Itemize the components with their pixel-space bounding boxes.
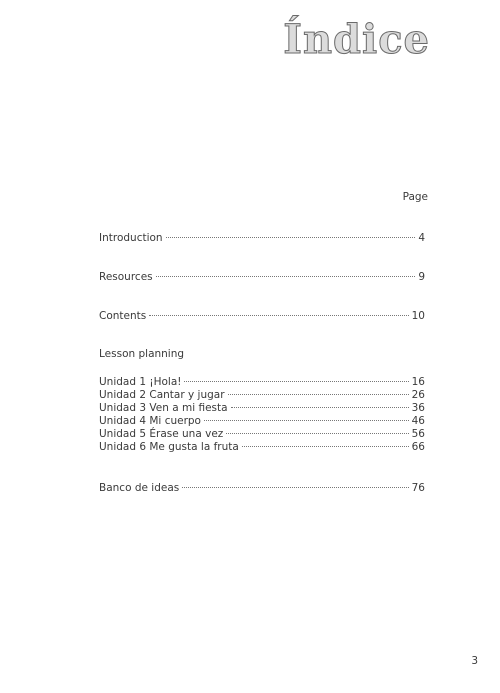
- toc-entry: [99, 231, 425, 245]
- dot-leader: [226, 433, 408, 434]
- lesson-entry-page: 66: [411, 441, 425, 453]
- lesson-entry-label: Unidad 1 ¡Hola!: [99, 376, 182, 388]
- page-title: Índice: [283, 16, 430, 63]
- lesson-entry: [99, 388, 425, 402]
- dot-leader: [156, 276, 416, 277]
- lesson-planning-heading: Lesson planning: [99, 348, 185, 360]
- dot-leader: [228, 394, 409, 395]
- toc-entry: [99, 481, 425, 495]
- lesson-entry-label: Unidad 2 Cantar y jugar: [99, 389, 225, 401]
- toc-entry-page: 4: [418, 232, 425, 244]
- dot-leader: [182, 487, 408, 488]
- lesson-entry: [99, 427, 425, 441]
- lesson-entry: [99, 375, 425, 389]
- toc-entry-page: 9: [418, 271, 425, 283]
- page-number: 3: [471, 655, 478, 667]
- toc-entry-page: 10: [411, 310, 425, 322]
- dot-leader: [204, 420, 409, 421]
- dot-leader: [184, 381, 408, 382]
- page-column-label: Page: [402, 191, 428, 203]
- lesson-entry: [99, 414, 425, 428]
- lesson-entry-label: Unidad 3 Ven a mi fiesta: [99, 402, 228, 414]
- dot-leader: [149, 315, 408, 316]
- dot-leader: [231, 407, 409, 408]
- dot-leader: [242, 446, 409, 447]
- toc-entry-label: Contents: [99, 310, 147, 322]
- lesson-entry-page: 26: [411, 389, 425, 401]
- lesson-entry-page: 56: [411, 428, 425, 440]
- lesson-entry: [99, 401, 425, 415]
- lesson-entry-page: 36: [411, 402, 425, 414]
- toc-entry-label: Introduction: [99, 232, 163, 244]
- lesson-entry-page: 46: [411, 415, 425, 427]
- lesson-entry-page: 16: [411, 376, 425, 388]
- toc-entry: [99, 309, 425, 323]
- toc-entry: [99, 270, 425, 284]
- lesson-entry-label: Unidad 5 Érase una vez: [99, 428, 224, 440]
- lesson-entry-label: Unidad 4 Mi cuerpo: [99, 415, 201, 427]
- lesson-entry-label: Unidad 6 Me gusta la fruta: [99, 441, 239, 453]
- lesson-entry: [99, 440, 425, 454]
- toc-entry-page: 76: [411, 482, 425, 494]
- dot-leader: [166, 237, 416, 238]
- toc-entry-label: Resources: [99, 271, 153, 283]
- toc-entry-label: Banco de ideas: [99, 482, 180, 494]
